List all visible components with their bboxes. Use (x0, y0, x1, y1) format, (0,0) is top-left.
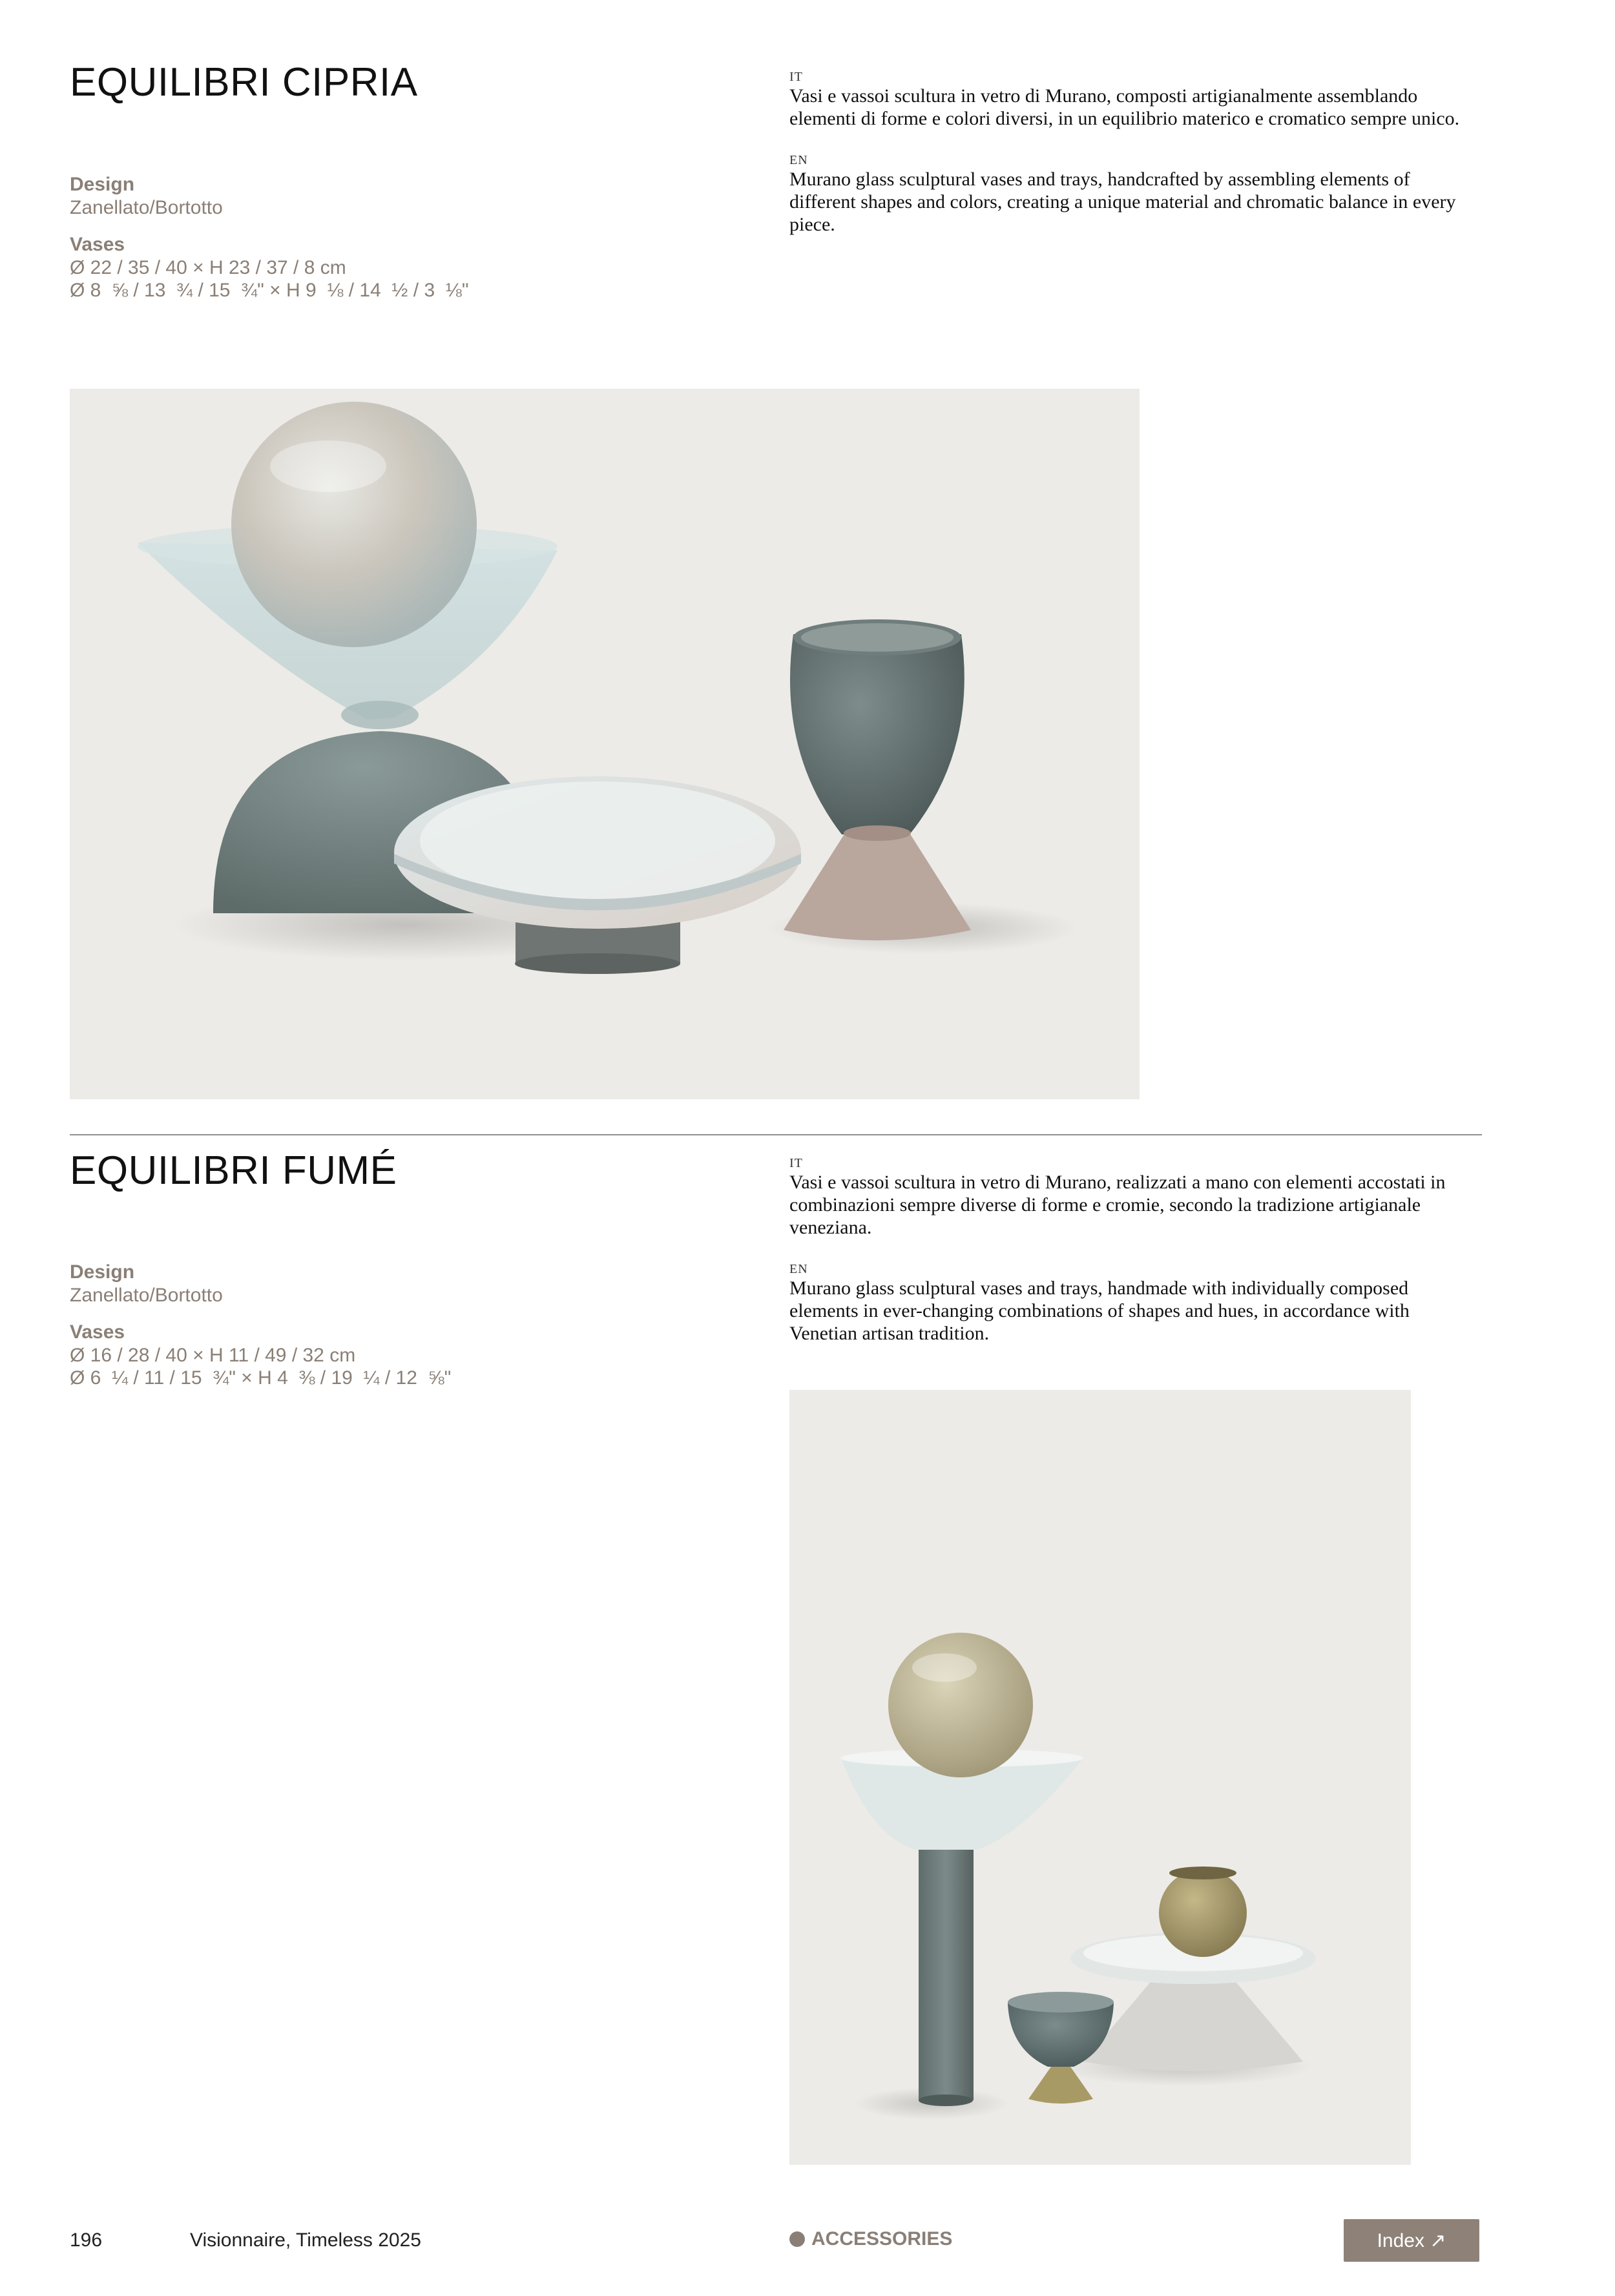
design-label: Design (70, 174, 135, 195)
index-button[interactable] (1344, 2219, 1479, 2262)
it-language-label: IT (789, 1156, 803, 1170)
dimensions-inches: Ø 8 ⅝ / 13 ¾ / 15 ¾" × H 9 ⅛ / 14 ½ / 3 ⅛" (70, 280, 469, 301)
design-label: Design (70, 1261, 135, 1283)
index-button-label: Index ↗ (1377, 2229, 1446, 2251)
it-description: Vasi e vassoi scultura in vetro di Murano, composti artigianalmente assemblando elementi di forme e colori diversi, in un equilibrio materico e cromatico sempre unico. (789, 85, 1460, 129)
category-tag (789, 2228, 952, 2250)
en-language-label: EN (789, 153, 808, 167)
publication-name: Visionnaire, Timeless 2025 (190, 2229, 421, 2251)
category-dot-icon (789, 2231, 805, 2247)
product-meta-fume (70, 1261, 451, 1389)
vases-illustration-fume (789, 1390, 1411, 2165)
product-meta-cipria (70, 173, 468, 302)
product-title-cipria: EQUILIBRI CIPRIA (70, 60, 418, 105)
vases-label: Vases (70, 234, 125, 255)
en-description: Murano glass sculptural vases and trays, handmade with individually composed elements in ever-changing combinations of shapes and hues, in accordance with Venetian artisan tradition. (789, 1277, 1410, 1344)
dimensions-cm: Ø 16 / 28 / 40 × H 11 / 49 / 32 cm (70, 1345, 356, 1366)
it-description: Vasi e vassoi scultura in vetro di Murano, realizzati a mano con elementi accostati in combinazioni sempre diverse di forme e cromie, secondo la tradizione artigianale veneziana. (789, 1172, 1446, 1238)
dimensions-cm: Ø 22 / 35 / 40 × H 23 / 37 / 8 cm (70, 257, 346, 278)
description-fume (789, 1156, 1468, 1345)
description-cipria (789, 70, 1468, 236)
designer-name: Zanellato/Bortotto (70, 1285, 223, 1306)
dimensions-inches: Ø 6 ¼ / 11 / 15 ¾" × H 4 ⅜ / 19 ¼ / 12 ⅝" (70, 1367, 452, 1389)
vases-illustration-cipria (70, 389, 1140, 1099)
product-photo-fume (789, 1390, 1411, 2165)
designer-name: Zanellato/Bortotto (70, 197, 223, 218)
it-language-label: IT (789, 70, 803, 84)
en-language-label: EN (789, 1262, 808, 1276)
category-label: ACCESSORIES (811, 2228, 953, 2249)
vases-label: Vases (70, 1321, 125, 1343)
product-photo-cipria (70, 389, 1140, 1099)
product-title-fume: EQUILIBRI FUMÉ (70, 1148, 397, 1193)
page-number: 196 (70, 2229, 103, 2251)
section-divider (70, 1134, 1482, 1135)
en-description: Murano glass sculptural vases and trays, handcrafted by assembling elements of different shapes and colors, creating a unique material and chromatic balance in every piece. (789, 169, 1456, 235)
